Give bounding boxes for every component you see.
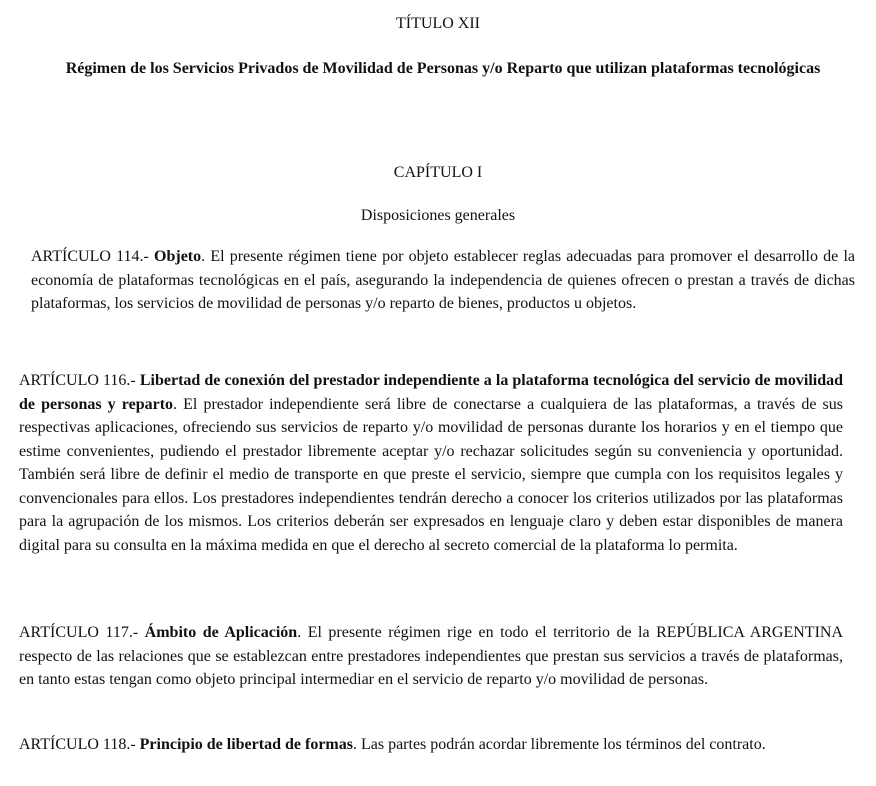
article-body: . El presente régimen rige en todo el territorio de la REPÚBLICA ARGENTINA respecto de las relaciones que se establezcan entre prestadores independientes que prestan sus servicios a través de plataformas, en tanto estas tengan como objeto principal intermediar en el servicio de reparto y/o movilidad de personas. <box>19 624 844 688</box>
article-body: . El presente régimen tiene por objeto establecer reglas adecuadas para promover el desarrollo de la economía de plataformas tecnológicas en el país, asegurando la independencia de quienes ofrecen o prestan a través de dichas plataformas, los servicios de movilidad de personas y/o reparto de bienes, productos u objetos. <box>31 248 856 312</box>
article-number: ARTÍCULO 117.- <box>19 624 139 641</box>
article-heading: Objeto <box>154 248 202 265</box>
article-number: ARTÍCULO 118.- <box>19 736 136 753</box>
article-body: . Las partes podrán acordar libremente los términos del contrato. <box>352 736 766 753</box>
article-118 <box>19 733 843 757</box>
article-116 <box>19 369 843 557</box>
article-heading: Libertad de conexión del prestador independiente a la plataforma tecnológica del servicio de movilidad de personas y reparto <box>19 372 844 413</box>
title-heading: TÍTULO XII <box>396 15 480 32</box>
article-number: ARTÍCULO 114.- <box>31 248 149 265</box>
article-117 <box>19 621 843 692</box>
article-body: . El prestador independiente será libre de conectarse a cualquiera de las plataformas, a través de sus respectivas aplicaciones, ofreciendo sus servicios de reparto y/o movilidad de personas durante los horarios y en el tiempo que estime convenientes, pudiendo el prestador libremente aceptar y/o rechazar solicitudes según su conveniencia y oportunidad. También será libre de definir el medio de transporte en que preste el servicio, siempre que cumpla con los requisitos legales y convencionales para ellos. Los prestadores independientes tendrán derecho a conocer los criterios utilizados por las plataformas para la agrupación de los mismos. Los criterios deberán ser expresados en lenguaje claro y deben estar disponibles de manera digital para su consulta en la máxima medida en que el derecho al secreto comercial de la plataforma lo permita. <box>19 395 843 554</box>
chapter-heading: CAPÍTULO I <box>393 164 483 181</box>
article-number: ARTÍCULO 116.- <box>19 372 136 389</box>
article-heading: Ámbito de Aplicación <box>144 624 298 641</box>
subtitle-heading: Régimen de los Servicios Privados de Movilidad de Personas y/o Reparto que utilizan plataformas tecnológicas <box>65 60 821 77</box>
article-heading: Principio de libertad de formas <box>139 736 353 753</box>
article-114 <box>31 245 855 316</box>
section-heading: Disposiciones generales <box>360 207 516 224</box>
